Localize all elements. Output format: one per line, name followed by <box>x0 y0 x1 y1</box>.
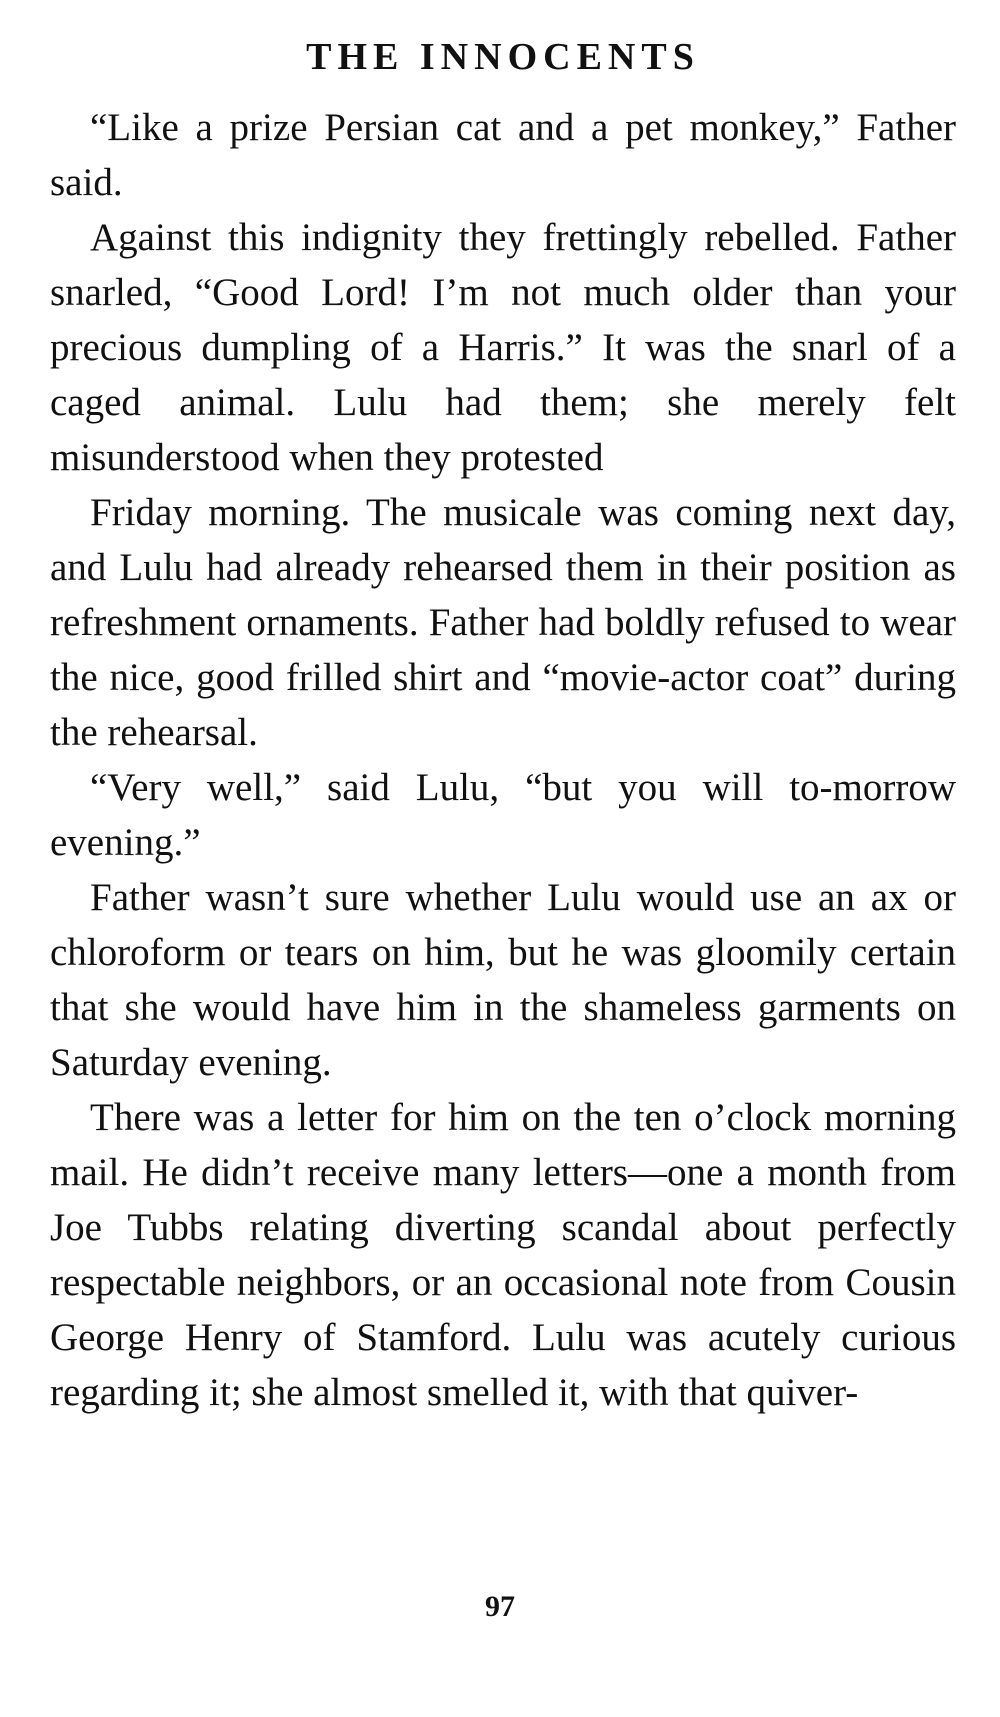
book-page <box>50 38 956 1420</box>
paragraph: “Very well,” said Lulu, “but you will to-morrow evening.” <box>50 766 956 864</box>
running-head: THE INNOCENTS <box>306 36 700 78</box>
paragraph: There was a letter for him on the ten o’clock morning mail. He didn’t receive many letters—one a month from Joe Tubbs relating diverting scandal about perfectly respectable neighbors, or an occasional note from Cousin George Henry of Stamford. Lulu was acutely curious regarding it; she almost smelled it, with that quiver- <box>50 1096 956 1414</box>
paragraph: “Like a prize Persian cat and a pet monkey,” Father said. <box>50 106 956 204</box>
paragraph: Father wasn’t sure whether Lulu would use an ax or chloroform or tears on him, but he was gloomily certain that she would have him in the shameless garments on Saturday evening. <box>50 876 956 1084</box>
paragraph: Against this indignity they frettingly rebelled. Father snarled, “Good Lord! I’m not much older than your precious dumpling of a Harris.” It was the snarl of a caged animal. Lulu had them; she merely felt misunderstood when they protested <box>50 216 956 479</box>
page-number: 97 <box>485 1590 515 1623</box>
paragraph: Friday morning. The musicale was coming next day, and Lulu had already rehearsed them in their position as refreshment ornaments. Father had boldly refused to wear the nice, good frilled shirt and “movie-actor coat” during the rehearsal. <box>50 491 956 754</box>
body-text <box>50 100 956 1420</box>
